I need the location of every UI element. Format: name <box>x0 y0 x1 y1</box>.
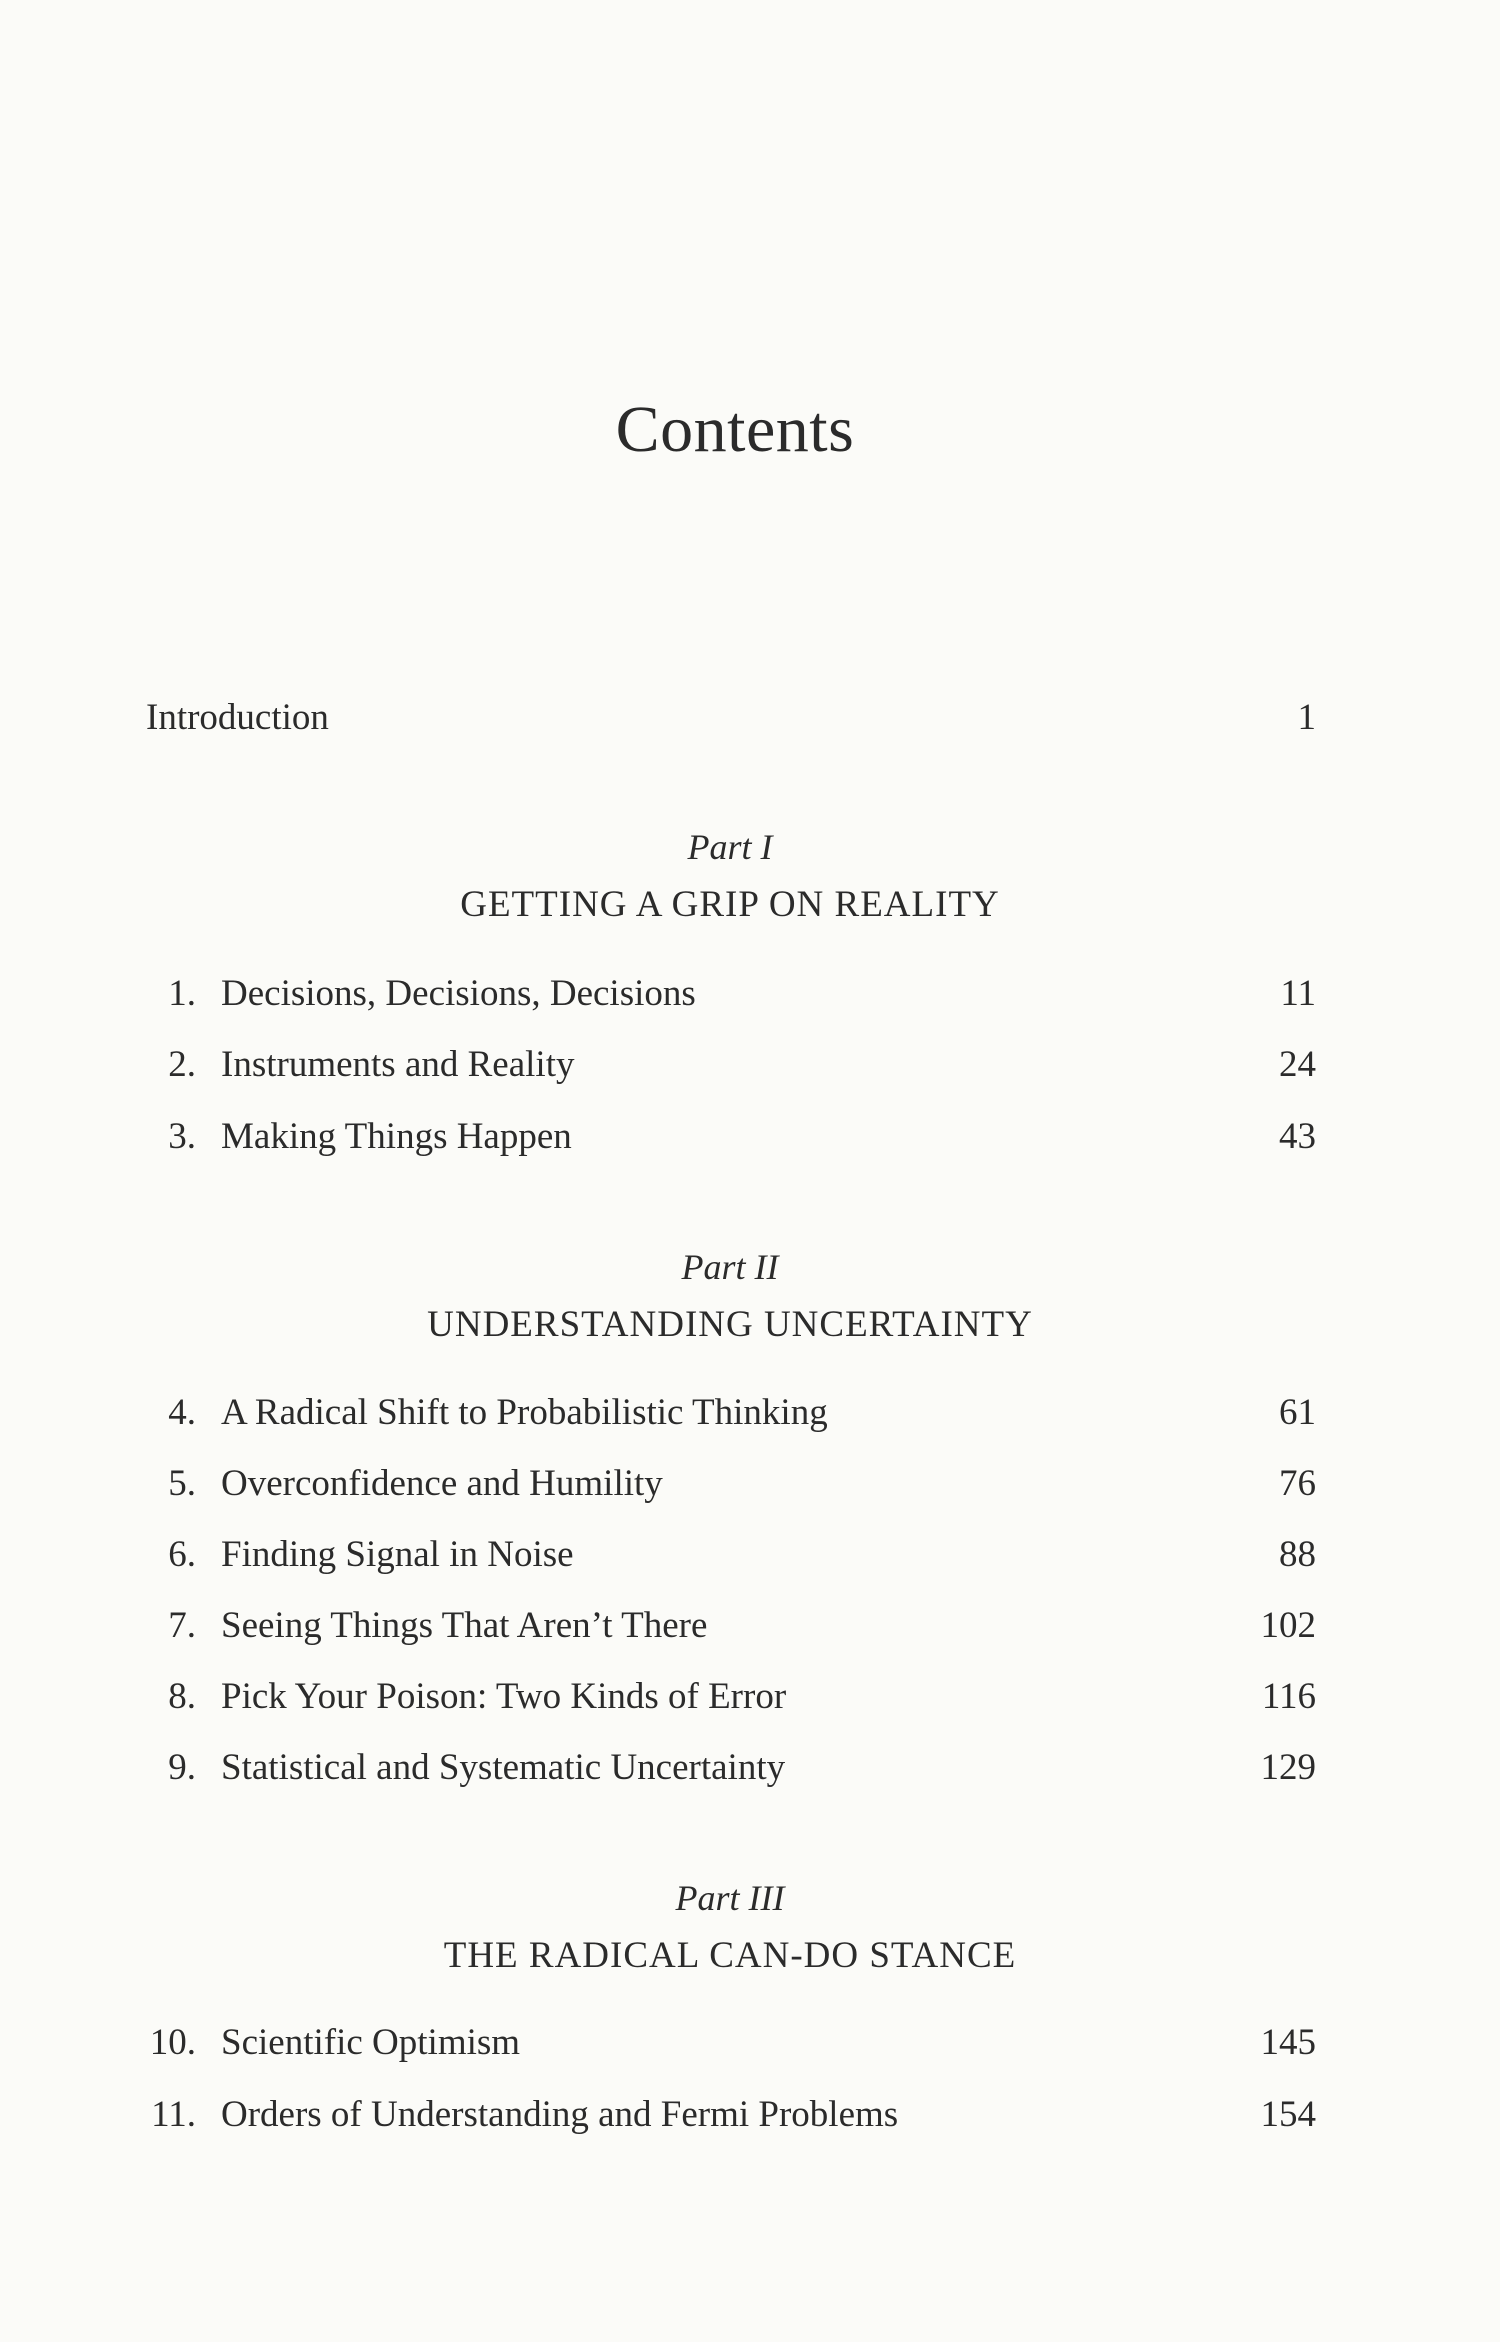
page-title: Contents <box>615 393 855 466</box>
toc-entry <box>146 1040 1316 1090</box>
part-title: GETTING A GRIP ON REALITY <box>460 884 1000 925</box>
chapter-number: 11. <box>151 2094 196 2135</box>
chapter-title: Finding Signal in Noise <box>221 1534 574 1575</box>
chapter-number: 5. <box>168 1463 196 1504</box>
chapter-number: 1. <box>168 973 196 1014</box>
chapter-page: 61 <box>1279 1392 1316 1433</box>
part-label: Part I <box>687 827 773 867</box>
chapter-page: 129 <box>1260 1747 1316 1788</box>
part-label: Part II <box>681 1247 779 1287</box>
chapter-number: 6. <box>168 1534 196 1575</box>
part-title: UNDERSTANDING UNCERTAINTY <box>427 1304 1033 1345</box>
chapter-page: 76 <box>1279 1463 1316 1504</box>
chapter-title: A Radical Shift to Probabilistic Thinking <box>221 1392 828 1433</box>
toc-entry <box>146 2018 1316 2068</box>
toc-entry <box>146 1601 1316 1651</box>
chapter-title: Seeing Things That Aren’t There <box>221 1605 708 1646</box>
chapter-number: 10. <box>149 2022 196 2063</box>
toc-entry <box>146 1112 1316 1162</box>
chapter-title: Statistical and Systematic Uncertainty <box>221 1747 786 1788</box>
chapter-number: 8. <box>168 1676 196 1717</box>
chapter-page: 154 <box>1260 2094 1316 2135</box>
chapter-page: 43 <box>1279 1116 1316 1157</box>
chapter-number: 7. <box>168 1605 196 1646</box>
chapter-page: 102 <box>1260 1605 1316 1646</box>
chapter-title: Instruments and Reality <box>221 1044 575 1085</box>
chapter-number: 2. <box>168 1044 196 1085</box>
part-label: Part III <box>675 1878 785 1918</box>
toc-entry <box>146 1530 1316 1580</box>
part-title: THE RADICAL CAN-DO STANCE <box>443 1935 1017 1976</box>
toc-entry <box>146 1672 1316 1722</box>
chapter-title: Making Things Happen <box>221 1116 572 1157</box>
chapter-page: 116 <box>1261 1676 1316 1717</box>
chapter-number: 3. <box>168 1116 196 1157</box>
chapter-page: 24 <box>1279 1044 1316 1085</box>
chapter-number: 4. <box>168 1392 196 1433</box>
chapter-number: 9. <box>168 1747 196 1788</box>
toc-entry <box>146 2090 1316 2140</box>
chapter-page: 145 <box>1260 2022 1316 2063</box>
toc-entry-page: 1 <box>1297 697 1316 738</box>
toc-entry-introduction <box>146 693 1316 743</box>
chapter-page: 88 <box>1279 1534 1316 1575</box>
toc-entry <box>146 1459 1316 1509</box>
chapter-title: Orders of Understanding and Fermi Problems <box>221 2094 899 2135</box>
chapter-title: Pick Your Poison: Two Kinds of Error <box>221 1676 787 1717</box>
chapter-title: Overconfidence and Humility <box>221 1463 663 1504</box>
chapter-page: 11 <box>1280 973 1316 1014</box>
toc-entry-title: Introduction <box>146 697 329 738</box>
toc-entry <box>146 1388 1316 1438</box>
toc-entry <box>146 969 1316 1019</box>
toc-entry <box>146 1743 1316 1793</box>
chapter-title: Decisions, Decisions, Decisions <box>221 973 696 1014</box>
chapter-title: Scientific Optimism <box>221 2022 521 2063</box>
